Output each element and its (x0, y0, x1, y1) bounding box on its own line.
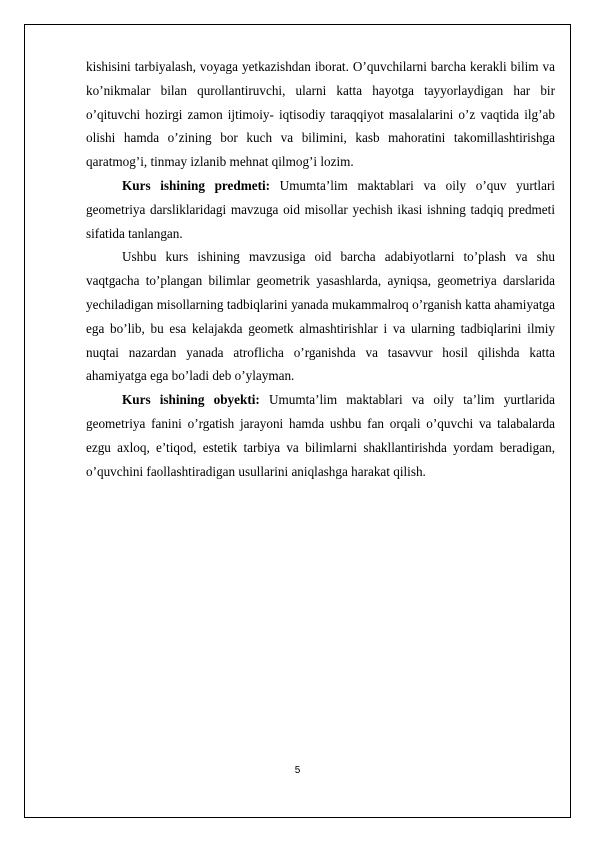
object-heading: Kurs ishining obyekti: (122, 392, 260, 408)
document-body (86, 55, 555, 483)
paragraph-subject (86, 174, 555, 245)
paragraph-text: Ushbu kurs ishining mavzusiga oid barcha adabiyotlarni to’plash va shu vaqtgacha to’plangan bilimlar geometrik yasashlarda, ayniqsa, geometriya darslarida yechiladigan misollarning tadbiqlarini yanada mukammalroq o’rganish katta ahamiyatga ega bo’lib, bu esa kelajakda geometk almashtirishlar i va ularning tadbiqlarini ilmiy nuqtai nazardan yanada atroflicha o’rganishda va tasavvur hosil qilishda katta ahamiyatga ega bo’ladi deb o’ylayman. (86, 249, 555, 384)
paragraph-text: Umumta’lim maktablari va oily ta’lim yurtlarida geometriya fanini o’rgatish jarayoni hamda ushbu fan orqali o’quvchi va talabalarda ezgu axloq, e’tiqod, estetik tarbiya va bilimlarni shakllantirishda yordam beradigan, o’quvchini faollashtiradigan usullarini aniqlashga harakat qilish. (86, 392, 555, 479)
paragraph-object (86, 388, 555, 483)
paragraph-intro-continuation (86, 55, 555, 174)
page-number: 5 (294, 765, 301, 776)
subject-heading: Kurs ishining predmeti: (122, 177, 271, 193)
paragraph-purpose (86, 245, 555, 388)
paragraph-text: kishisini tarbiyalash, voyaga yetkazishdan iborat. O’quvchilarni barcha kerakli bilim va ko’nikmalar bilan qurollantiruvchi, ularni katta hayotga tayyorlaydigan har bir o’qituvchi hozirgi zamon ijtimoiy- iqtisodiy taraqqiyot masalalarini o’z vaqtida ilg’ab olishi hamda o’zining bor kuch va bilimini, kasb mahoratini takomillashtirishga qaratmog’i, tinmay izlanib mehnat qilmog’i lozim. (86, 59, 555, 170)
paragraph-text: Umumta’lim maktablari va oily o’quv yurtlari geometriya darsliklaridagi mavzuga oid misollar yechish ikasi ishning tadqiq predmeti sifatida tanlangan. (86, 177, 555, 241)
